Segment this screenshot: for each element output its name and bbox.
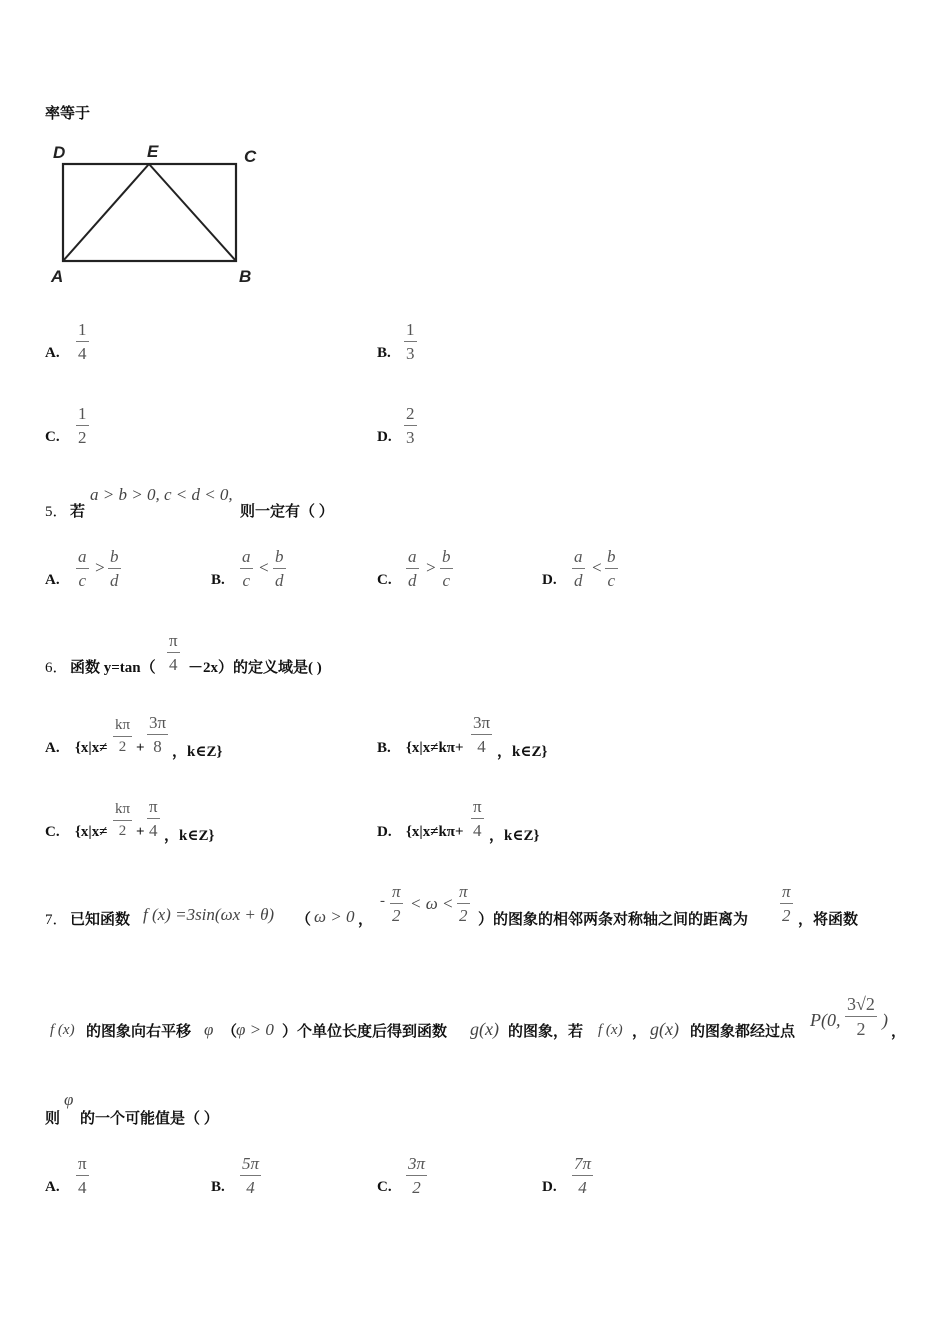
label-c: C bbox=[244, 147, 257, 166]
label-b: B bbox=[239, 267, 252, 286]
q7-line2-g2: g(x) bbox=[650, 1019, 679, 1039]
q5-option-b-label: B. bbox=[211, 572, 225, 588]
q7-phi-condition: φ > 0 bbox=[236, 1020, 274, 1039]
q7-point-prefix: P(0, bbox=[810, 1010, 841, 1030]
label-d: D bbox=[53, 143, 66, 162]
q7-option-d-fraction: 7π 4 bbox=[574, 1154, 592, 1197]
q5-option-a-op: > bbox=[94, 558, 106, 577]
q6-number: 6． bbox=[45, 660, 68, 676]
q6-option-c-label: C. bbox=[45, 824, 60, 840]
q6-option-c-frac2: π 4 bbox=[149, 797, 158, 840]
q7-option-a-fraction: π 4 bbox=[78, 1154, 87, 1197]
q7-option-d-label: D. bbox=[542, 1179, 557, 1195]
q7-line2-f: f (x) bbox=[50, 1022, 75, 1038]
q5-option-b-left: a c bbox=[242, 547, 251, 590]
q6-suffix: －2x）的定义域是( ) bbox=[188, 660, 322, 676]
q4-option-b-label: B. bbox=[377, 345, 391, 361]
q6-option-d-frac: π 4 bbox=[473, 797, 482, 840]
q6-option-a-plus: + bbox=[136, 740, 145, 756]
q6-option-c-frac1: kπ 2 bbox=[115, 801, 131, 839]
q5-option-d-left: a d bbox=[574, 547, 583, 590]
segment-ae bbox=[63, 164, 149, 261]
q7-text-3: ， bbox=[358, 912, 374, 928]
q7-line2-text-1: 的图象向右平移 bbox=[86, 1024, 192, 1040]
q7-line2-text-7: ， bbox=[891, 1024, 907, 1040]
q7-number: 7． bbox=[45, 912, 68, 928]
q6-option-a-post: ，k∈Z} bbox=[172, 744, 223, 760]
q6-option-a-frac2: 3π 8 bbox=[149, 713, 167, 756]
q6-option-a-label: A. bbox=[45, 740, 60, 756]
q5-option-a-left: a c bbox=[78, 547, 87, 590]
q7-distance-fraction: π 2 bbox=[782, 882, 791, 925]
q5-prefix: 若 bbox=[70, 504, 86, 520]
q7-line2-f2: f (x) bbox=[598, 1022, 623, 1038]
label-e: E bbox=[147, 142, 159, 161]
q7-line2-text-5: ， bbox=[632, 1024, 648, 1040]
q7-line2-text-3: ）个单位长度后得到函数 bbox=[282, 1024, 448, 1040]
q7-line2-text-4: 的图象，若 bbox=[508, 1024, 584, 1040]
q4-option-c-label: C. bbox=[45, 429, 60, 445]
intro-text: 率等于 bbox=[45, 106, 91, 122]
q5-option-d-right: b c bbox=[607, 547, 616, 590]
q5-option-c-left: a d bbox=[408, 547, 417, 590]
segment-eb bbox=[149, 164, 236, 261]
q6-prefix: 函数 y=tan（ bbox=[70, 660, 156, 676]
q7-range-left-fraction: π 2 bbox=[392, 882, 401, 925]
q7-option-c-label: C. bbox=[377, 1179, 392, 1195]
q7-text-2: （ bbox=[296, 912, 312, 928]
q6-option-b-label: B. bbox=[377, 740, 391, 756]
q4-option-b-fraction: 1 3 bbox=[406, 320, 415, 363]
q6-option-b-pre: {x|x≠kπ+ bbox=[406, 740, 464, 756]
q5-option-d-label: D. bbox=[542, 572, 557, 588]
q7-point-fraction: 3√2 2 bbox=[847, 994, 875, 1039]
q7-option-b-label: B. bbox=[211, 1179, 225, 1195]
q6-option-c-pre: {x|x≠ bbox=[75, 824, 108, 840]
q5-option-c-op: > bbox=[425, 558, 437, 577]
q6-option-d-label: D. bbox=[377, 824, 392, 840]
q5-option-a-right: b d bbox=[110, 547, 119, 590]
q6-option-d-post: ，k∈Z} bbox=[489, 828, 540, 844]
q6-option-b-frac: 3π 4 bbox=[473, 713, 491, 756]
q7-negative-sign: - bbox=[380, 893, 385, 909]
q7-option-a-label: A. bbox=[45, 1179, 60, 1195]
q5-condition: a > b > 0, c < d < 0, bbox=[90, 485, 233, 504]
q5-option-c-right: b c bbox=[442, 547, 451, 590]
q7-line2-phi: φ bbox=[204, 1020, 214, 1039]
q5-option-d-op: < bbox=[591, 558, 603, 577]
q6-option-c-plus: + bbox=[136, 824, 145, 840]
q6-option-c-post: ，k∈Z} bbox=[164, 828, 215, 844]
q7-option-c-fraction: 3π 2 bbox=[408, 1154, 426, 1197]
q7-point-suffix: ) bbox=[882, 1010, 888, 1030]
q4-option-d-fraction: 2 3 bbox=[406, 404, 415, 447]
rectangle-figure bbox=[45, 138, 275, 288]
q7-function: f (x) =3sin(ωx + θ) bbox=[143, 905, 275, 924]
q5-number: 5． bbox=[45, 504, 68, 520]
q6-option-d-pre: {x|x≠kπ+ bbox=[406, 824, 464, 840]
q7-option-b-fraction: 5π 4 bbox=[242, 1154, 260, 1197]
q5-option-c-label: C. bbox=[377, 572, 392, 588]
q6-stem-fraction: π 4 bbox=[169, 631, 178, 674]
q7-line3-text-2: 的一个可能值是（ ） bbox=[80, 1111, 219, 1127]
q5-option-a-label: A. bbox=[45, 572, 60, 588]
q4-option-c-fraction: 1 2 bbox=[78, 404, 87, 447]
q7-text-5: ，将函数 bbox=[798, 912, 859, 928]
q6-option-a-frac1: kπ 2 bbox=[115, 717, 131, 755]
q7-line2-text-6: 的图象都经过点 bbox=[690, 1024, 796, 1040]
q7-omega-condition: ω > 0 bbox=[314, 907, 355, 926]
q7-text-4: ）的图象的相邻两条对称轴之间的距离为 bbox=[478, 912, 749, 928]
q6-option-b-post: ，k∈Z} bbox=[497, 744, 548, 760]
q7-range-right-fraction: π 2 bbox=[459, 882, 468, 925]
q5-option-b-op: < bbox=[258, 558, 270, 577]
q7-line3-text-1: 则 bbox=[45, 1111, 61, 1127]
q4-option-a-label: A. bbox=[45, 345, 60, 361]
q7-line2-g: g(x) bbox=[470, 1019, 499, 1039]
rectangle-abcd bbox=[63, 164, 236, 261]
q7-text-1: 已知函数 bbox=[70, 912, 131, 928]
q7-range-inequality: < ω < bbox=[410, 894, 454, 913]
q7-line3-phi: φ bbox=[64, 1090, 74, 1109]
q7-line2-text-2: （ bbox=[222, 1024, 238, 1040]
q4-option-a-fraction: 1 4 bbox=[78, 320, 87, 363]
q5-suffix: 则一定有（ ） bbox=[240, 504, 334, 520]
q4-option-d-label: D. bbox=[377, 429, 392, 445]
q5-option-b-right: b d bbox=[275, 547, 284, 590]
q6-option-a-pre: {x|x≠ bbox=[75, 740, 108, 756]
label-a: A bbox=[51, 267, 64, 286]
